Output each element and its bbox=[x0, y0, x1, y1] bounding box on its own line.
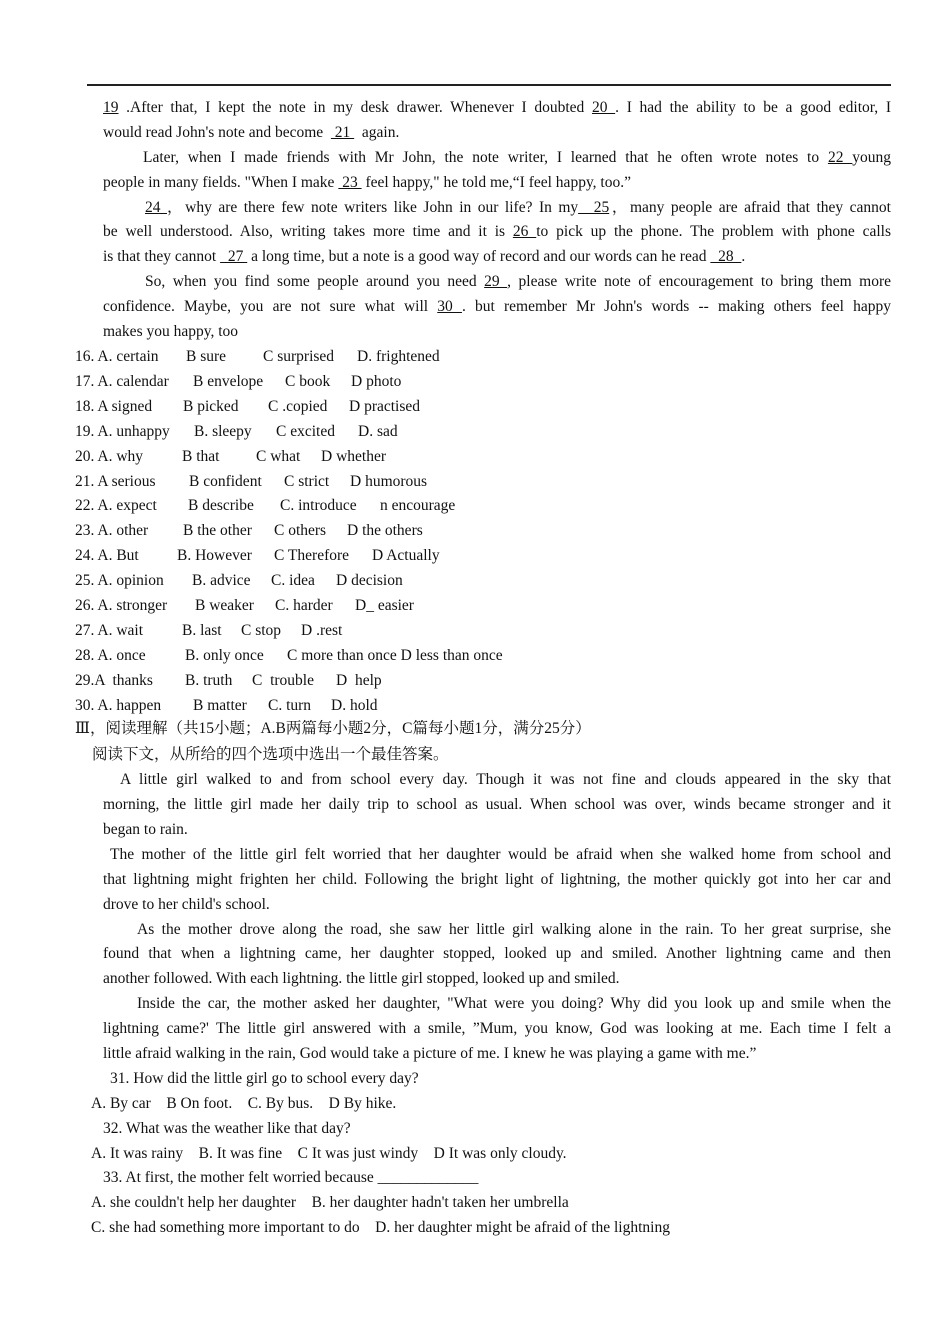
passage-line bbox=[103, 322, 238, 342]
blank-number: 30 bbox=[437, 298, 462, 315]
blank-number: 27 bbox=[220, 248, 248, 265]
passage-line bbox=[103, 123, 399, 143]
passage-text: be well understood. Also, writing takes more time and it is bbox=[103, 223, 513, 240]
cloze-option-a: 29.A thanks bbox=[75, 671, 153, 689]
cloze-option-a: 27. A. wait bbox=[75, 621, 144, 639]
cloze-option-a: 21. A serious bbox=[75, 472, 156, 490]
reading-line: Inside the car, the mother asked her daughter, "What were you doing? Why did you look up and smile when the bbox=[137, 995, 891, 1012]
question-options: C. she had something more important to do D. her daughter might be afraid of the lightning bbox=[91, 1219, 670, 1236]
question-options: A. It was rainy B. It was fine C It was just windy D It was only cloudy. bbox=[91, 1145, 567, 1162]
question-stem: 32. What was the weather like that day? bbox=[103, 1120, 351, 1137]
passage-text: a long time, but a note is a good way of record and our words can he read bbox=[247, 248, 711, 265]
reading-line: lightning came?' The little girl answered with a smile, ”Mum, you know, God was looking at me. Each time I felt a bbox=[103, 1020, 891, 1037]
section-3-instruction: 阅读下文，从所给的四个选项中选出一个最佳答案。 bbox=[92, 746, 449, 763]
cloze-option-c: C .copied bbox=[268, 397, 328, 415]
passage-text: feel happy," he told me,“I feel happy, too.” bbox=[361, 174, 631, 191]
cloze-option-b: B the other bbox=[183, 522, 252, 540]
cloze-option-d: D Actually bbox=[372, 547, 440, 565]
cloze-option-d: D practised bbox=[349, 397, 421, 415]
cloze-option-b: B that bbox=[182, 447, 220, 465]
cloze-option-c: C strict bbox=[284, 472, 330, 490]
cloze-option-b: B weaker bbox=[195, 597, 254, 614]
passage-text: people in many fields. "When I make bbox=[103, 174, 339, 191]
cloze-option-c: C excited bbox=[276, 422, 335, 440]
passage-line bbox=[145, 272, 891, 292]
passage-text: is that they cannot bbox=[103, 248, 221, 265]
cloze-option-d: D photo bbox=[351, 372, 402, 390]
blank-number: 20 bbox=[591, 99, 616, 116]
cloze-option-c: C. idea bbox=[271, 572, 315, 590]
cloze-option-c: C what bbox=[256, 447, 301, 465]
cloze-option-a: 25. A. opinion bbox=[75, 572, 164, 590]
cloze-option-a: 18. A signed bbox=[75, 397, 153, 415]
passage-text: ，many people are afraid that they cannot bbox=[609, 199, 891, 216]
cloze-option-b: B. truth bbox=[185, 671, 233, 689]
passage-line bbox=[143, 148, 891, 168]
cloze-option-b: B picked bbox=[183, 397, 239, 415]
cloze-option-b: B describe bbox=[188, 497, 254, 515]
blank-number: 28 bbox=[710, 248, 742, 265]
cloze-option-c: C Therefore bbox=[274, 547, 350, 565]
cloze-option-b: B. sleepy bbox=[194, 422, 252, 440]
cloze-option-c: C more than once D less than once bbox=[287, 646, 503, 664]
passage-text: So, when you find some people around you need bbox=[145, 273, 485, 290]
cloze-option-d: D. frightened bbox=[357, 348, 440, 365]
blank-number: 21 bbox=[330, 124, 355, 141]
cloze-option-a: 24. A. But bbox=[75, 547, 139, 565]
passage-text: Later, when I made friends with Mr John, the note writer, I learned that he often wrote notes to bbox=[143, 149, 828, 166]
passage-line bbox=[103, 222, 891, 242]
cloze-option-d: D humorous bbox=[350, 472, 428, 490]
cloze-option-a: 20. A. why bbox=[75, 447, 144, 465]
reading-line: As the mother drove along the road, she saw her little girl walking alone in the rain. To her great surprise, she bbox=[137, 921, 891, 938]
cloze-option-c: C others bbox=[274, 522, 327, 540]
cloze-option-a: 19. A. unhappy bbox=[75, 422, 170, 440]
passage-text: .After that, I kept the note in my desk drawer. Whenever I doubted bbox=[118, 99, 592, 116]
passage-text: . but remember Mr John's words -- making others feel happy bbox=[461, 298, 892, 315]
cloze-option-b: B sure bbox=[186, 348, 227, 365]
passage-text: young bbox=[852, 149, 892, 166]
cloze-option-d: D the others bbox=[347, 522, 423, 540]
cloze-option-d: D. hold bbox=[331, 696, 378, 714]
cloze-option-d: D whether bbox=[321, 447, 386, 465]
passage-text: confidence. Maybe, you are not sure what will bbox=[103, 298, 438, 315]
reading-line: that lightning might frighten her child. Following the bright light of lightning, the mother quickly got into her car and bbox=[103, 871, 891, 888]
cloze-option-c: C. harder bbox=[275, 597, 333, 614]
cloze-option-a: 23. A. other bbox=[75, 522, 149, 540]
cloze-option-d: D help bbox=[336, 671, 382, 689]
cloze-option-b: B matter bbox=[193, 696, 247, 714]
blank-number: 22 bbox=[827, 149, 853, 166]
reading-line: morning, the little girl made her daily trip to school as usual. When school was over, winds became stronger and it bbox=[103, 796, 891, 813]
header-rule bbox=[87, 84, 891, 86]
cloze-option-d: D. sad bbox=[358, 422, 398, 440]
reading-line: found that when a lightning came, her daughter stopped, looked up and smiled. Another lightning came and then bbox=[103, 945, 891, 962]
reading-line: little afraid walking in the rain, God would take a picture of me. I knew he was playing a game with me.” bbox=[103, 1045, 757, 1062]
passage-line bbox=[103, 98, 891, 118]
section-3-title: Ⅲ，阅读理解（共15小题；A.B两篇每小题2分，C篇每小题1分，满分25分） bbox=[75, 720, 591, 737]
cloze-option-c: C trouble bbox=[252, 671, 314, 689]
passage-text: . I had the ability to be a good editor, I bbox=[615, 99, 892, 116]
cloze-option-a: 22. A. expect bbox=[75, 497, 157, 515]
question-options: A. she couldn't help her daughter B. her daughter hadn't taken her umbrella bbox=[91, 1194, 569, 1211]
cloze-option-c: C stop bbox=[241, 621, 282, 639]
reading-line: The mother of the little girl felt worried that her daughter would be afraid when she walked home from school and bbox=[110, 846, 891, 863]
cloze-option-c: C book bbox=[285, 372, 331, 390]
cloze-option-d: D decision bbox=[336, 572, 403, 590]
passage-text: ，why are there few note writers like John in our life? In my bbox=[167, 199, 579, 216]
passage-line bbox=[145, 198, 891, 218]
cloze-option-d: D .rest bbox=[301, 621, 343, 639]
reading-line: drove to her child's school. bbox=[103, 896, 270, 913]
cloze-option-b: B. advice bbox=[192, 572, 251, 590]
cloze-option-b: B. However bbox=[177, 547, 252, 565]
question-options: A. By car B On foot. C. By bus. D By hike. bbox=[91, 1095, 397, 1112]
reading-line: began to rain. bbox=[103, 821, 188, 838]
reading-line: A little girl walked to and from school every day. Though it was not fine and clouds appeared in the sky that bbox=[120, 771, 891, 788]
blank-number: 19 bbox=[103, 99, 119, 116]
blank-number: 29 bbox=[484, 273, 508, 290]
cloze-option-c: C. turn bbox=[268, 696, 312, 714]
reading-line: another followed. With each lightning. the little girl stopped, looked up and smiled. bbox=[103, 970, 620, 987]
cloze-option-a: 17. A. calendar bbox=[75, 372, 169, 390]
cloze-option-d: n encourage bbox=[380, 497, 456, 515]
passage-line bbox=[103, 247, 745, 267]
cloze-option-a: 26. A. stronger bbox=[75, 597, 168, 614]
cloze-option-b: B confident bbox=[189, 472, 262, 490]
passage-line bbox=[103, 297, 891, 317]
blank-number: 23 bbox=[338, 174, 362, 191]
passage-text: to pick up the phone. The problem with phone calls bbox=[536, 223, 892, 240]
passage-text: would read John's note and become bbox=[103, 124, 331, 141]
passage-text: . bbox=[741, 248, 746, 265]
cloze-option-c: C. introduce bbox=[280, 497, 357, 515]
cloze-option-c: C surprised bbox=[263, 348, 335, 365]
blank-number: 26 bbox=[512, 223, 537, 240]
cloze-option-a: 28. A. once bbox=[75, 646, 146, 664]
blank-number: 24 bbox=[145, 199, 167, 216]
cloze-option-a: 16. A. certain bbox=[75, 348, 159, 365]
cloze-option-b: B. last bbox=[182, 621, 222, 639]
blank-number: __25 bbox=[578, 199, 610, 216]
passage-line bbox=[103, 173, 631, 193]
passage-text: , please write note of encouragement to bring them more bbox=[507, 273, 892, 290]
cloze-option-b: B envelope bbox=[193, 372, 264, 390]
cloze-option-a: 30. A. happen bbox=[75, 696, 162, 714]
question-stem: 33. At first, the mother felt worried because _____________ bbox=[103, 1169, 479, 1186]
passage-text: makes you happy, too bbox=[103, 323, 239, 340]
question-stem: 31. How did the little girl go to school every day? bbox=[110, 1070, 419, 1087]
cloze-option-b: B. only once bbox=[185, 646, 264, 664]
passage-text: again. bbox=[354, 124, 400, 141]
cloze-option-d: D_ easier bbox=[355, 597, 414, 614]
